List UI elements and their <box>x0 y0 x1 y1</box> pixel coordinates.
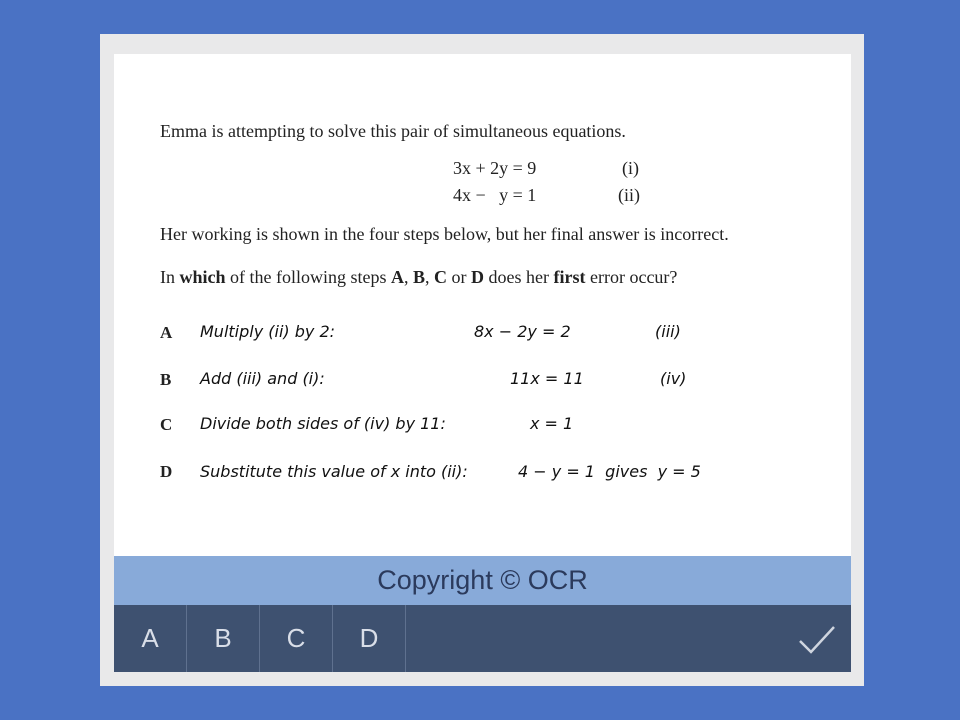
step-b-working: 11x = 11 <box>510 369 584 388</box>
step-b-label: (iv) <box>660 369 687 388</box>
equation-2-label: (ii) <box>618 185 640 205</box>
question-intro: Emma is attempting to solve this pair of simultaneous equations. <box>160 121 626 141</box>
answer-bar <box>114 605 851 672</box>
equation-1-label: (i) <box>622 158 639 178</box>
equation-1: 3x + 2y = 9 <box>453 158 537 178</box>
checkmark-icon[interactable] <box>797 619 837 659</box>
step-a-letter: A <box>160 323 173 342</box>
answer-button-d[interactable]: D <box>333 605 406 672</box>
step-c-letter: C <box>160 415 173 434</box>
step-a-working: 8x − 2y = 2 <box>474 322 571 341</box>
copyright-text: Copyright © OCR <box>377 565 588 595</box>
equation-2: 4x − y = 1 <box>453 185 537 205</box>
copyright-bar <box>114 556 851 605</box>
step-d-description: Substitute this value of x into (ii): <box>200 462 468 481</box>
step-a-description: Multiply (ii) by 2: <box>200 322 336 341</box>
answer-button-c[interactable]: C <box>260 605 333 672</box>
step-a-label: (iii) <box>655 322 681 341</box>
step-b-description: Add (iii) and (i): <box>200 369 325 388</box>
step-d-letter: D <box>160 462 173 481</box>
answer-button-b[interactable]: B <box>187 605 260 672</box>
step-d-working: 4 − y = 1 gives y = 5 <box>518 462 701 481</box>
answer-button-a[interactable]: A <box>114 605 187 672</box>
question-prompt: In which of the following steps A, B, C or D does her first error occur? <box>160 267 678 287</box>
step-c-description: Divide both sides of (iv) by 11: <box>200 414 446 433</box>
step-c-working: x = 1 <box>530 414 574 433</box>
working-note: Her working is shown in the four steps below, but her final answer is incorrect. <box>160 224 729 244</box>
step-b-letter: B <box>160 370 172 389</box>
